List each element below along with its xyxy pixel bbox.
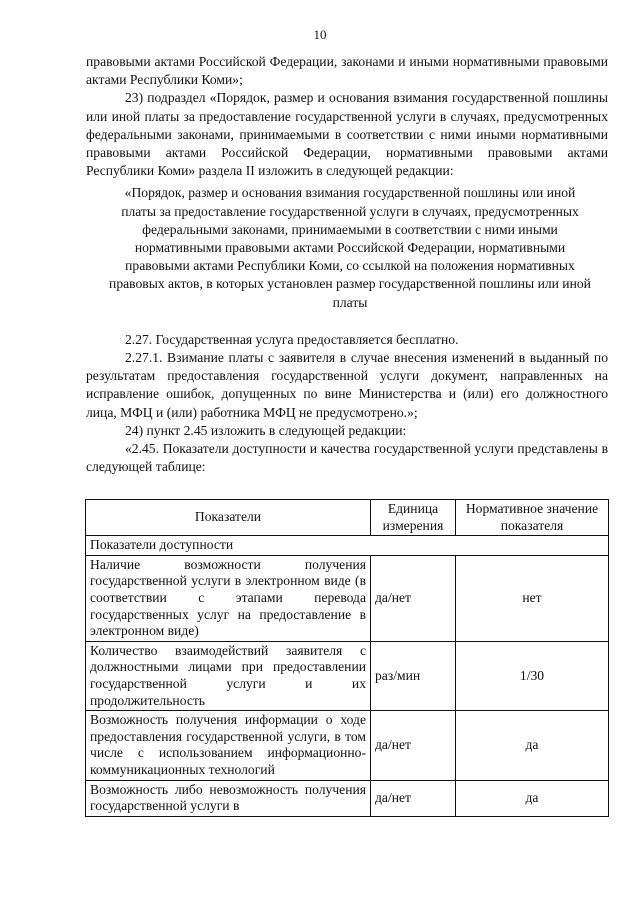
table-section-row [86, 536, 609, 556]
paragraph-item-23: 23) подраздел «Порядок, размер и основания взимания государственной пошлины или иной платы за предоставление государственной услуги в случаях, предусмотренных федеральными законами, принимаемыми в соответствии с ними иными нормативными правовыми актами Российской Федерации, нормативными правовыми актами Республики Коми» раздела II изложить в следующей редакции: [86, 90, 608, 179]
table-header-row [86, 500, 609, 536]
paragraph-item-24: 24) пункт 2.45 изложить в следующей редакции: [125, 422, 407, 438]
document-body [86, 53, 608, 476]
indicators-table [85, 499, 609, 817]
row-indicator: Количество взаимодействий заявителя с должностными лицами при предоставлении государственной услуги и их продолжительность [86, 641, 371, 710]
row-value: да [456, 780, 609, 816]
row-indicator: Возможность либо невозможность получения государственной услуги в [86, 780, 371, 816]
table-row [86, 555, 609, 641]
header-indicator: Показатели [86, 500, 371, 536]
row-indicator: Наличие возможности получения государственной услуги в электронном виде (в соответствии с этапами перевода государственных услуг на предоставление в электронном виде) [86, 555, 371, 641]
row-value: 1/30 [456, 641, 609, 710]
spacer [86, 312, 608, 331]
table-row [86, 780, 609, 816]
header-unit: Единица измерения [371, 500, 456, 536]
page-number: 10 [313, 27, 327, 42]
quoted-subsection-title [106, 184, 594, 311]
paragraph-continuation: правовыми актами Российской Федерации, законами и иными нормативными правовыми актами Республики Коми»; [86, 54, 608, 88]
row-unit: да/нет [371, 711, 456, 780]
row-unit: раз/мин [371, 641, 456, 710]
row-unit: да/нет [371, 780, 456, 816]
table-row [86, 711, 609, 780]
row-value: да [456, 711, 609, 780]
quote-title-text: «Порядок, размер и основания взимания государственной пошлины или иной платы за предоставление государственной услуги в случаях, предусмотренных федеральными законами, принимаемыми в соответствии с ними иными нормативными правовыми актами Российской Федерации, нормативными правовыми актами Республики Коми, со ссылкой на положения нормативных правовых актов, в которых установлен размер государственной пошлины или иной платы [109, 185, 591, 310]
header-normative-value: Нормативное значение показателя [456, 500, 609, 536]
table-row [86, 641, 609, 710]
row-unit: да/нет [371, 555, 456, 641]
row-indicator: Возможность получения информации о ходе предоставления государственной услуги, в том числе с использованием информационно-коммуникационных технологий [86, 711, 371, 780]
paragraph-2-45: «2.45. Показатели доступности и качества государственной услуги представлены в следующей таблице: [86, 441, 608, 475]
paragraph-2-27-1: 2.27.1. Взимание платы с заявителя в случае внесения изменений в выданный по результатам предоставления государственной услуги документ, направленных на исправление ошибок, допущенных по вине Министерства и (или) его должностного лица, МФЦ и (или) работника МФЦ не предусмотрено.»; [86, 350, 608, 420]
row-value: нет [456, 555, 609, 641]
paragraph-2-27: 2.27. Государственная услуга предоставляется бесплатно. [125, 331, 459, 347]
section-accessibility: Показатели доступности [86, 536, 609, 556]
